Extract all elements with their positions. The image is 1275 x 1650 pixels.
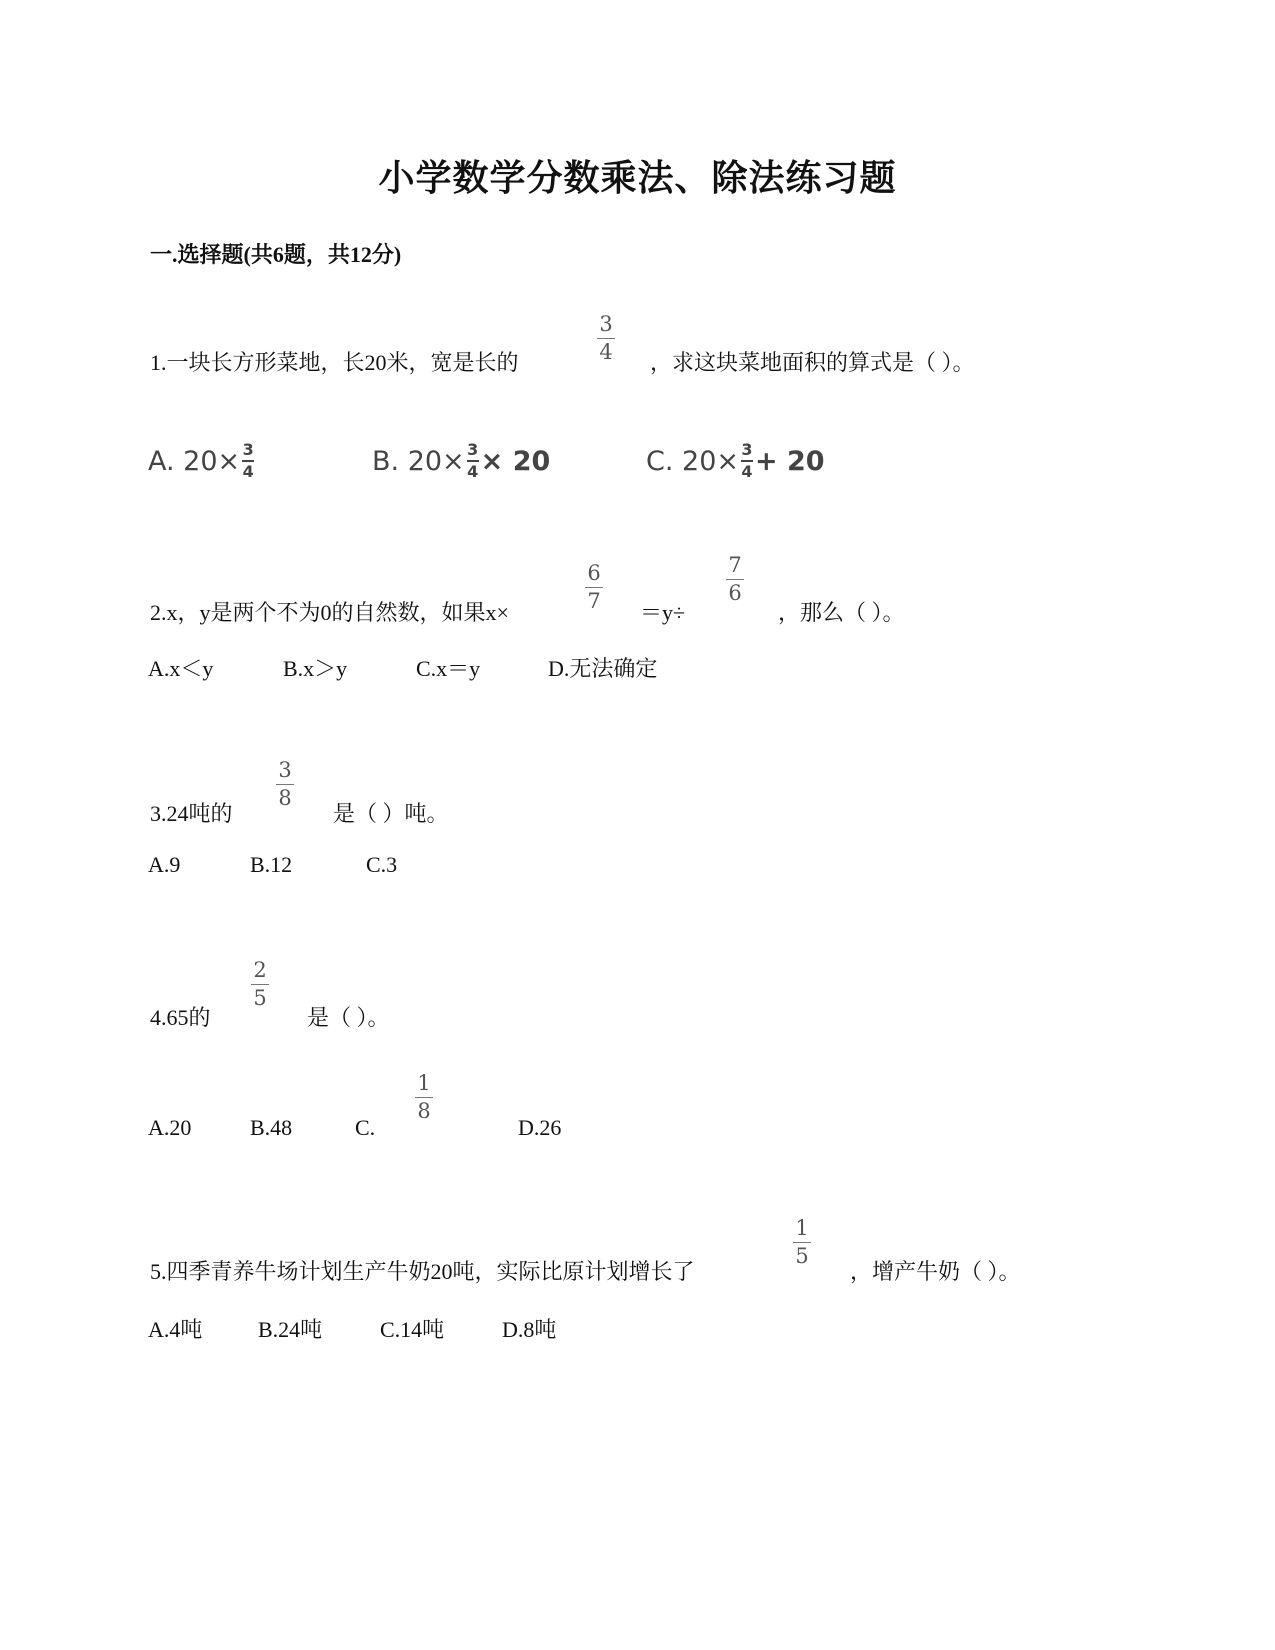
q5-text-before: 5.四季青养牛场计划生产牛奶20吨，实际比原计划增长了 bbox=[150, 1259, 695, 1284]
q2-fraction-2: 7 6 bbox=[726, 555, 744, 604]
q2-fraction-1: 6 7 bbox=[585, 563, 603, 612]
question-5-text bbox=[150, 1255, 695, 1286]
q2-text-mid: ＝y÷ bbox=[640, 600, 686, 625]
q1-option-c: C. 20× 3 4 + 20 bbox=[646, 440, 825, 481]
q4-fraction: 2 5 bbox=[251, 960, 269, 1009]
q2-text-after: ，那么（ ）。 bbox=[778, 600, 905, 625]
q4-option-d: D.26 bbox=[518, 1115, 562, 1140]
q4-option-a: A.20 bbox=[148, 1115, 192, 1140]
q3-text-before: 3.24吨的 bbox=[150, 801, 233, 826]
q1-option-b: B. 20× 3 4 × 20 bbox=[372, 440, 551, 481]
page-title: 小学数学分数乘法、除法练习题 bbox=[378, 158, 897, 198]
q2-option-c: C.x＝y bbox=[416, 656, 481, 681]
q2-option-d: D.无法确定 bbox=[548, 656, 658, 681]
question-3-text bbox=[150, 797, 233, 828]
q2-text-before: 2.x，y是两个不为0的自然数，如果x× bbox=[150, 600, 509, 625]
q5-option-d: D.8吨 bbox=[502, 1317, 557, 1342]
q5-fraction: 1 5 bbox=[793, 1218, 811, 1267]
q4-option-c-fraction: 1 8 bbox=[415, 1073, 433, 1122]
q5-option-b: B.24吨 bbox=[258, 1317, 323, 1342]
section-heading: 一.选择题(共6题，共12分) bbox=[150, 242, 402, 267]
q3-text-after: 是（ ）吨。 bbox=[333, 801, 449, 826]
q3-option-b: B.12 bbox=[250, 852, 293, 877]
q5-option-a: A.4吨 bbox=[148, 1317, 203, 1342]
q4-text-after: 是（ ）。 bbox=[307, 1005, 390, 1030]
q5-text-after: ，增产牛奶（ ）。 bbox=[850, 1259, 1021, 1284]
q5-option-c: C.14吨 bbox=[380, 1317, 445, 1342]
q1-option-a: A. 20× 3 4 bbox=[148, 440, 254, 481]
q4-option-b: B.48 bbox=[250, 1115, 293, 1140]
q3-option-c: C.3 bbox=[366, 852, 398, 877]
question-2-text bbox=[150, 596, 509, 627]
q1-text-before: 1.一块长方形菜地，长20米，宽是长的 bbox=[150, 350, 519, 375]
q2-option-a: A.x＜y bbox=[148, 656, 214, 681]
q3-option-a: A.9 bbox=[148, 852, 181, 877]
q2-option-b: B.x＞y bbox=[283, 656, 348, 681]
q3-fraction: 3 8 bbox=[276, 760, 294, 809]
q1-text-after: ，求这块菜地面积的算式是（ ）。 bbox=[650, 350, 975, 375]
q4-option-c: C. bbox=[355, 1115, 376, 1140]
q1-fraction: 3 4 bbox=[597, 314, 615, 363]
question-1-text bbox=[150, 346, 519, 377]
q4-text-before: 4.65的 bbox=[150, 1005, 211, 1030]
question-4-text bbox=[150, 1001, 211, 1032]
